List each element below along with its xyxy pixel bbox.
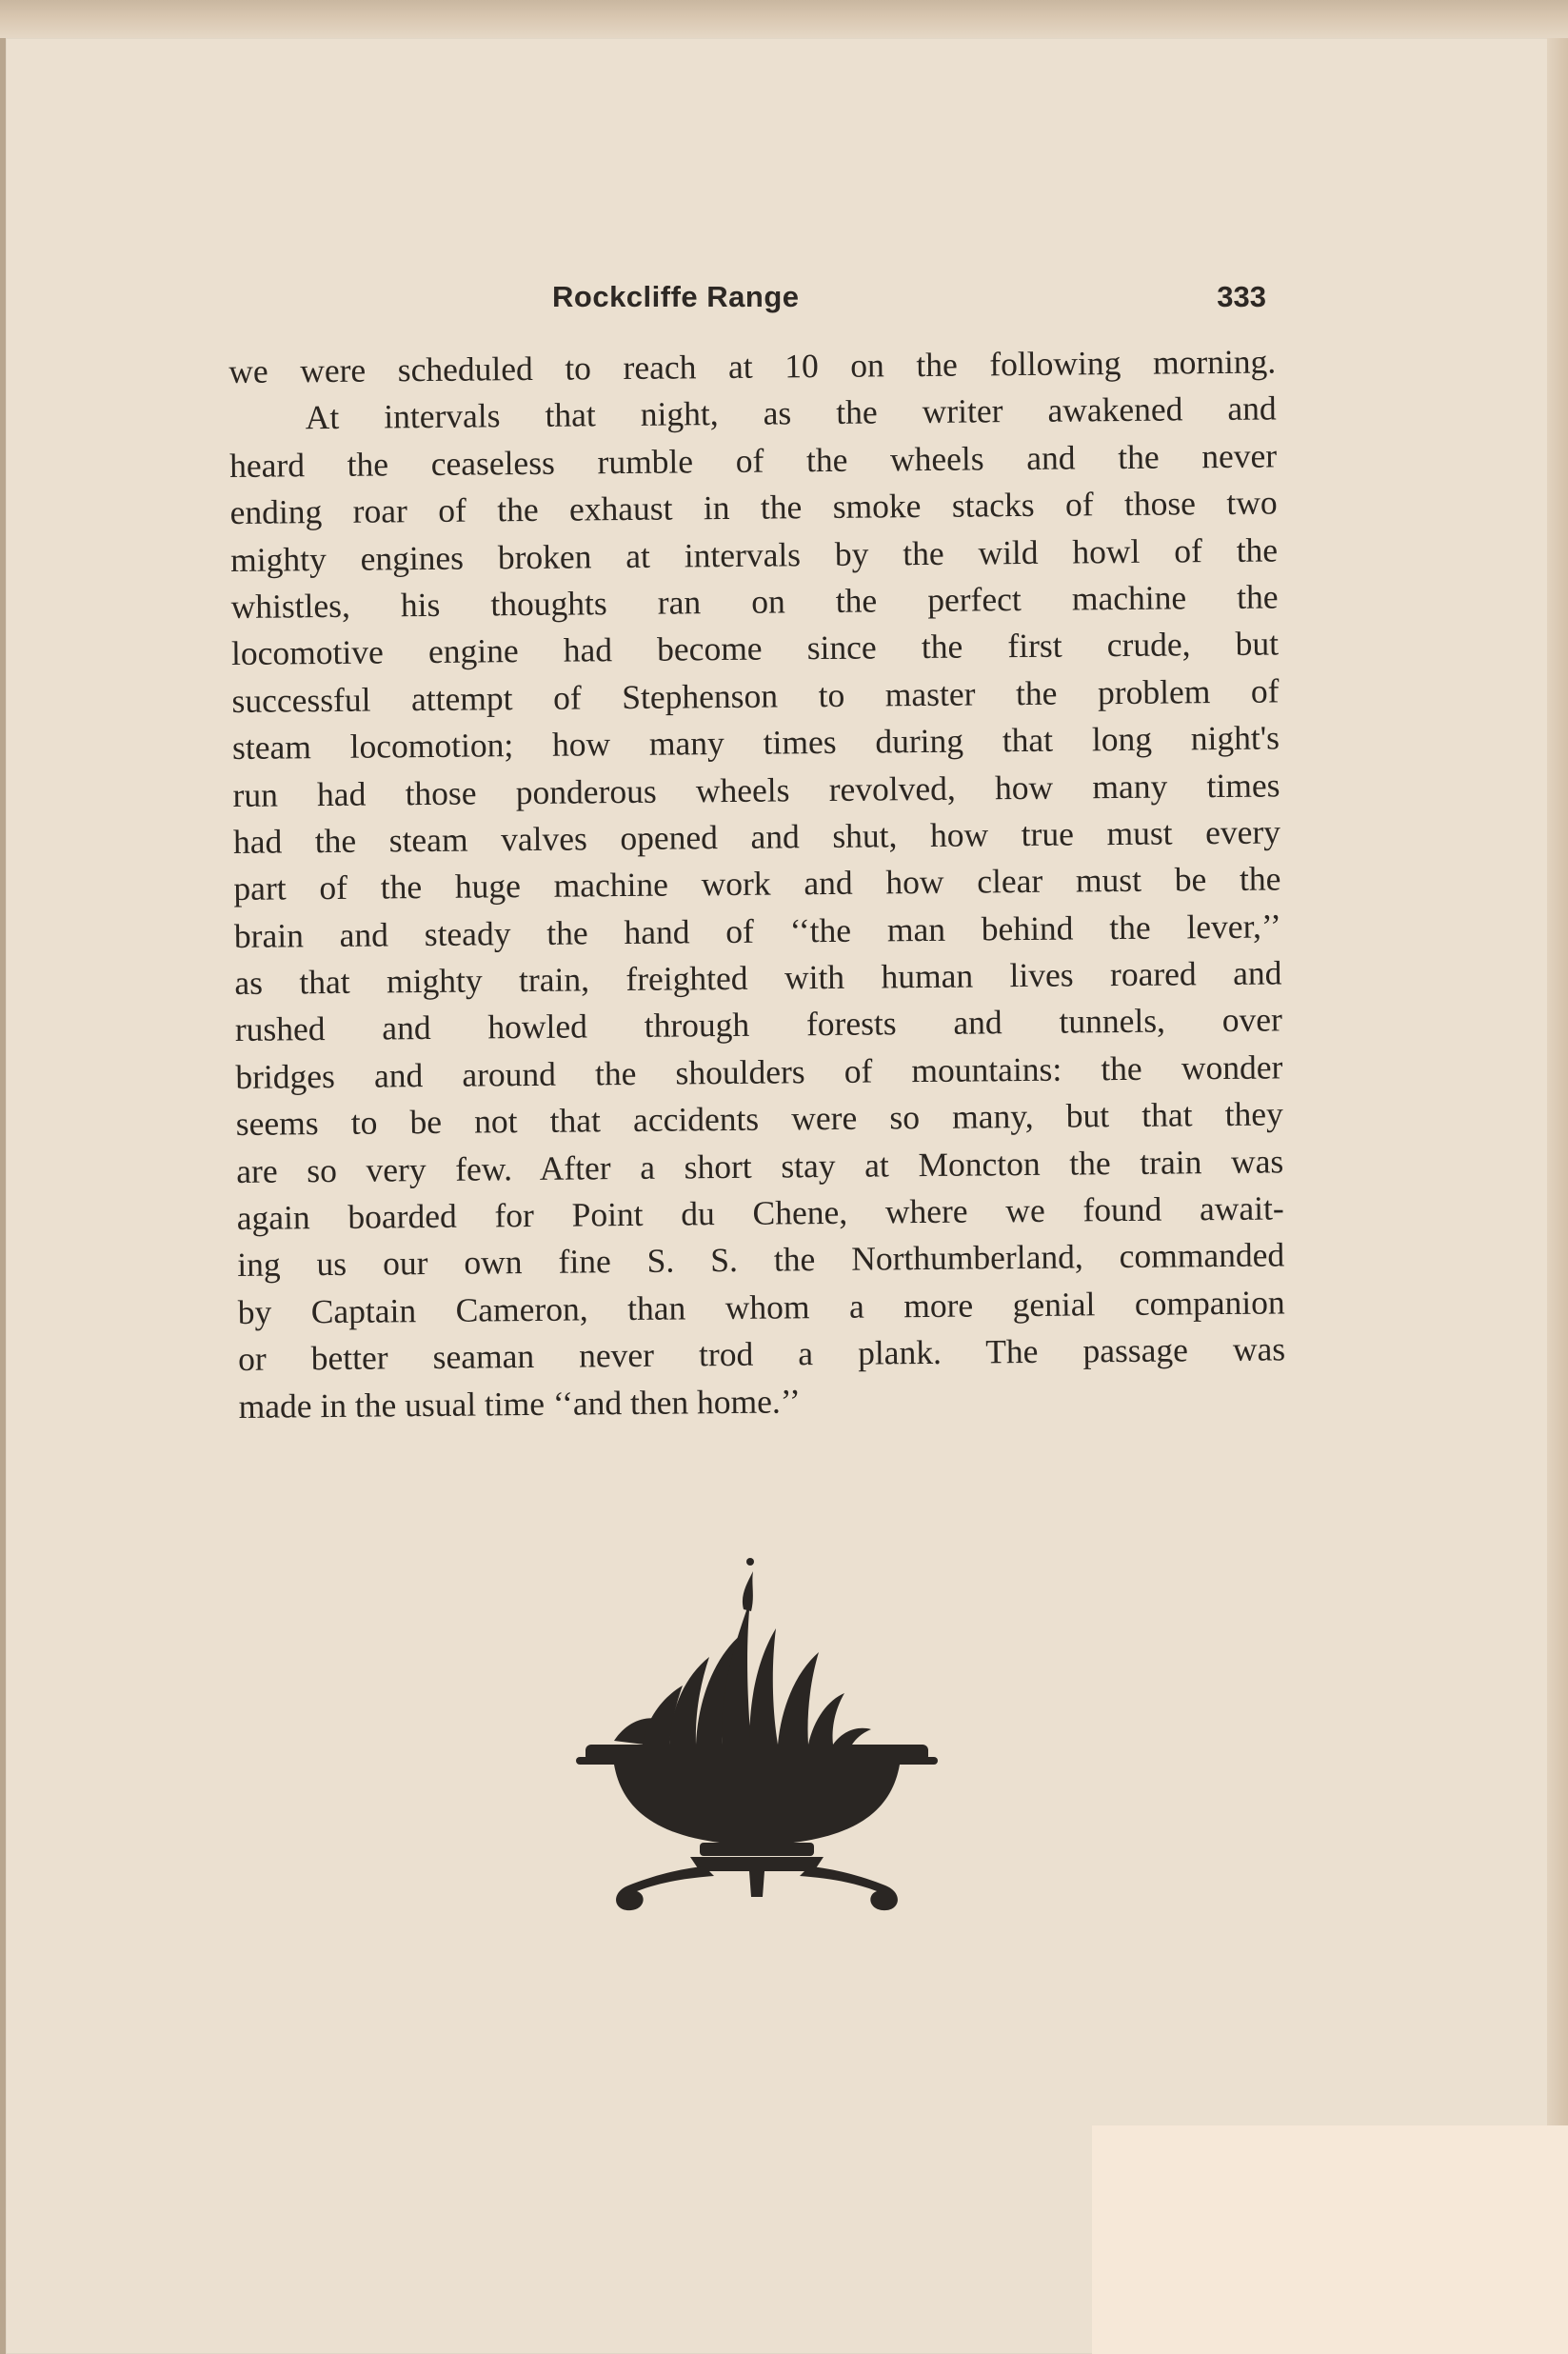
text-line: steam locomotion; how many times during that long night's bbox=[231, 718, 1280, 768]
text-line: again boarded for Point du Chene, where we found await- bbox=[236, 1188, 1284, 1237]
text-line: are so very few. After a short stay at Moncton the train was bbox=[236, 1142, 1284, 1190]
text-line: rushed and howled through forests and tunnels, over bbox=[234, 1000, 1283, 1049]
text-line: ending roar of the exhaust in the smoke stacks of those two bbox=[229, 483, 1278, 532]
flaming-brazier-icon bbox=[576, 1543, 938, 1914]
text-line: had the steam valves opened and shut, how true must every bbox=[232, 812, 1281, 861]
text-line: brain and steady the hand of ‘‘the man behind the lever,’’ bbox=[233, 907, 1282, 955]
text-line: bridges and around the shoulders of mountains: the wonder bbox=[235, 1047, 1283, 1096]
text-line: we were scheduled to reach at 10 on the following morning. bbox=[228, 342, 1277, 390]
body-text bbox=[228, 338, 1286, 1429]
text-line: successful attempt of Stephenson to master the problem of bbox=[231, 671, 1280, 720]
text-line: part of the huge machine work and how clear must be the bbox=[233, 859, 1281, 908]
text-line: as that mighty train, freighted with human lives roared and bbox=[234, 953, 1282, 1003]
text-line: whistles, his thoughts ran on the perfect machine the bbox=[230, 577, 1279, 626]
text-line: At intervals that night, as the writer awakened and bbox=[305, 389, 1277, 437]
running-head bbox=[228, 280, 1266, 318]
text-line: run had those ponderous wheels revolved, how many times bbox=[232, 765, 1280, 814]
page-corner-patch bbox=[1092, 2125, 1568, 2354]
running-title: Rockcliffe Range bbox=[552, 280, 800, 313]
text-line: made in the usual time ‘‘and then home.’’ bbox=[238, 1381, 801, 1426]
text-line: heard the ceaseless rumble of the wheels and the never bbox=[228, 436, 1278, 485]
page-right-edge bbox=[1547, 38, 1568, 2354]
text-line: seems to be not that accidents were so many, but that they bbox=[235, 1094, 1283, 1144]
text-line: locomotive engine had become since the first crude, but bbox=[230, 624, 1280, 673]
text-line: mighty engines broken at intervals by the wild howl of the bbox=[229, 529, 1279, 579]
text-line: ing us our own fine S. S. the Northumberland, commanded bbox=[237, 1235, 1285, 1285]
text-line: or better seaman never trod a plank. The passage was bbox=[237, 1329, 1286, 1379]
page-number: 333 bbox=[1217, 280, 1266, 313]
text-line: by Captain Cameron, than whom a more genial companion bbox=[237, 1283, 1285, 1331]
